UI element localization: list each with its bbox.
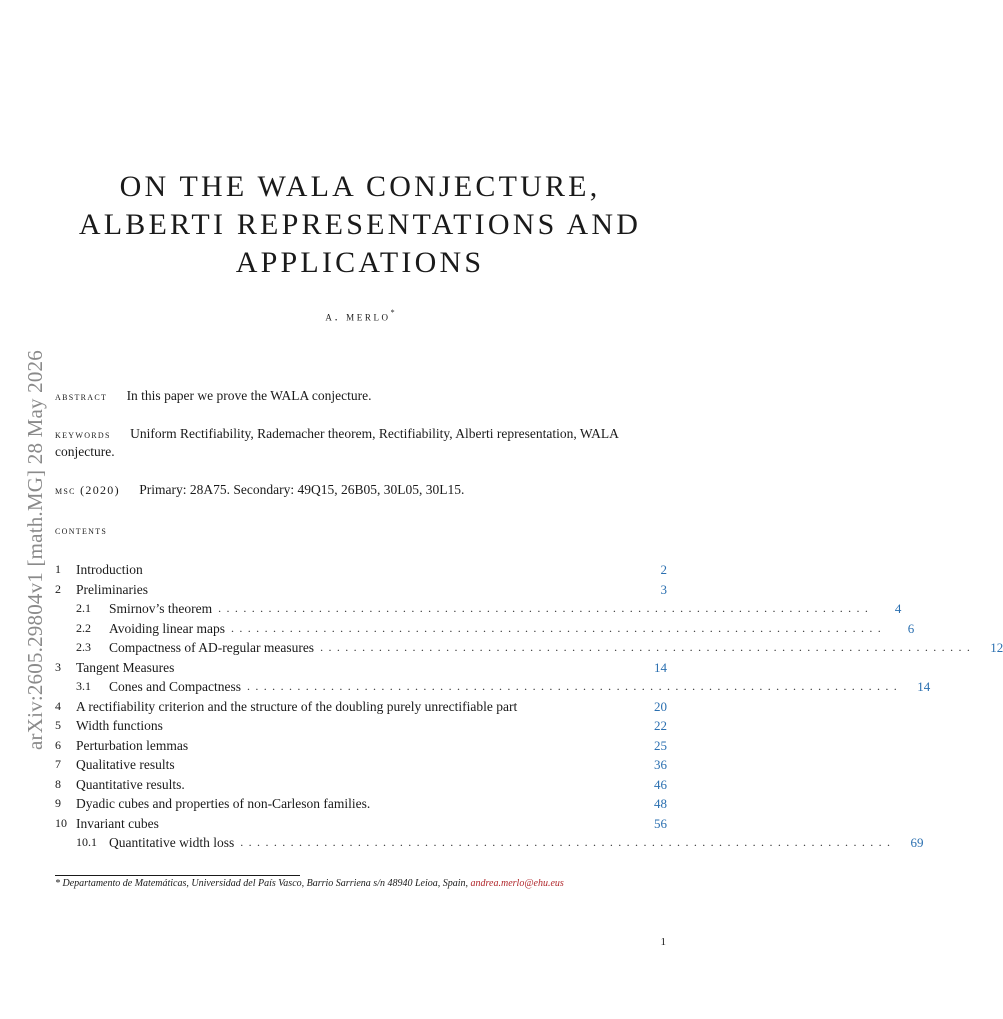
toc-page-link[interactable]: 14 xyxy=(917,679,931,694)
toc-page-link[interactable]: 46 xyxy=(654,776,667,792)
author-footnote-marker[interactable]: * xyxy=(390,308,395,317)
toc-entry-tangent-measures[interactable] xyxy=(55,658,667,678)
msc-text: Primary: 28A75. Secondary: 49Q15, 26B05, 30L05, 30L15. xyxy=(139,482,465,497)
toc-page-link[interactable]: 12 xyxy=(990,640,1003,655)
author-name: a. merlo xyxy=(325,308,391,324)
toc-page-link[interactable]: 56 xyxy=(654,815,667,831)
toc-number: 8 xyxy=(55,776,61,791)
toc-entry-compactness-ad-regular[interactable] xyxy=(55,638,1003,658)
toc-number: 2.1 xyxy=(76,601,91,615)
footnote-rule xyxy=(55,875,300,876)
msc-label: msc (2020) xyxy=(55,483,120,497)
toc-number: 2.2 xyxy=(76,620,91,635)
toc-number: 2.3 xyxy=(76,640,91,654)
abstract-text: In this paper we prove the WALA conjecture. xyxy=(126,388,372,403)
toc-entry-width-functions[interactable] xyxy=(55,716,667,736)
toc-number: 4 xyxy=(55,698,61,713)
toc-title: Dyadic cubes and properties of non-Carleson families. xyxy=(76,796,371,811)
toc-title: Tangent Measures xyxy=(76,659,175,675)
contents-label: contents xyxy=(55,523,108,537)
toc-page-link[interactable]: 6 xyxy=(907,620,915,636)
toc-page-link[interactable]: 20 xyxy=(654,698,667,714)
arxiv-stamp: arXiv:2605.29804v1 [math.MG] 28 May 2026 xyxy=(23,350,47,750)
toc-page-link[interactable]: 48 xyxy=(654,796,667,811)
toc-leader: .............................................................................. xyxy=(246,679,903,693)
toc-title: Width functions xyxy=(76,718,163,733)
keywords-text: Uniform Rectifiability, Rademacher theorem, Rectifiability, Alberti representation, WALA conjecture. xyxy=(55,426,619,459)
toc-entry-perturbation-lemmas[interactable] xyxy=(55,736,667,756)
paper-title xyxy=(40,168,680,282)
toc-page-link[interactable]: 14 xyxy=(654,659,667,675)
toc-entry-quantitative-results[interactable] xyxy=(55,775,667,795)
toc-leader: .............................................................................. xyxy=(320,640,976,654)
toc-number: 6 xyxy=(55,737,61,752)
footnote xyxy=(55,878,675,889)
footnote-affiliation: Departamento de Matemáticas, Universidad del País Vasco, Barrio Sarriena s/n 48940 Leioa, Spain, xyxy=(62,878,469,889)
toc-number: 2 xyxy=(55,581,61,596)
abstract-label: abstract xyxy=(55,389,108,403)
toc-title: Smirnov’s theorem xyxy=(109,601,213,616)
toc-title: Avoiding linear maps xyxy=(109,620,225,636)
title-line-2: ALBERTI REPRESENTATIONS AND xyxy=(78,208,642,241)
toc-entry-quantitative-width-loss[interactable] xyxy=(55,833,924,853)
toc-title: Compactness of AD-regular measures xyxy=(109,640,315,655)
toc-entry-dyadic-cubes[interactable] xyxy=(55,794,667,814)
toc-number: 9 xyxy=(55,796,61,810)
keywords xyxy=(55,425,667,461)
toc-title: Cones and Compactness xyxy=(109,679,241,694)
toc-page-link[interactable]: 36 xyxy=(654,757,667,772)
toc-leader: .............................................................................. xyxy=(240,835,896,849)
author xyxy=(40,308,680,324)
toc-entry-preliminaries[interactable] xyxy=(55,580,667,600)
toc-title: A rectifiability criterion and the structure of the doubling purely unrectifiable part xyxy=(76,698,518,714)
toc-number: 3 xyxy=(55,659,61,674)
toc-leader: .............................................................................. xyxy=(230,620,887,635)
toc-page-link[interactable]: 4 xyxy=(894,601,902,616)
title-line-3: APPLICATIONS xyxy=(235,246,485,279)
footnote-marker: * xyxy=(55,878,60,889)
toc-number: 5 xyxy=(55,718,61,732)
msc-classification xyxy=(55,481,667,499)
toc-title: Qualitative results xyxy=(76,757,175,772)
toc-page-link[interactable]: 2 xyxy=(660,562,667,577)
contents-heading xyxy=(55,521,667,539)
toc-number: 10 xyxy=(55,815,67,830)
toc-number: 10.1 xyxy=(76,835,97,849)
toc-entry-smirnov[interactable] xyxy=(55,599,902,619)
toc-page-link[interactable]: 22 xyxy=(654,718,667,733)
toc-entry-rectifiability-criterion[interactable] xyxy=(55,697,667,717)
abstract xyxy=(55,387,667,405)
toc-number: 3.1 xyxy=(76,679,91,693)
toc-title: Invariant cubes xyxy=(76,815,159,831)
toc-entry-introduction[interactable] xyxy=(55,560,667,580)
toc-entry-invariant-cubes[interactable] xyxy=(55,814,667,834)
page-number: 1 xyxy=(660,936,666,948)
toc-page-link[interactable]: 25 xyxy=(654,737,667,753)
toc-title: Quantitative width loss xyxy=(109,835,235,850)
author-email-link[interactable]: andrea.merlo@ehu.eus xyxy=(470,878,564,889)
toc-title: Perturbation lemmas xyxy=(76,737,189,753)
toc-title: Introduction xyxy=(76,562,143,577)
toc-number: 1 xyxy=(55,562,61,576)
toc-page-link[interactable]: 69 xyxy=(910,835,924,850)
title-line-1: ON THE WALA CONJECTURE, xyxy=(119,170,601,203)
toc-entry-cones-compactness[interactable] xyxy=(55,677,931,697)
toc-number: 7 xyxy=(55,757,61,771)
keywords-label: keywords xyxy=(55,427,111,441)
toc-entry-qualitative-results[interactable] xyxy=(55,755,667,775)
toc-title: Preliminaries xyxy=(76,581,148,597)
toc-leader: .............................................................................. xyxy=(218,601,874,615)
table-of-contents xyxy=(55,560,1003,853)
toc-entry-avoiding-linear-maps[interactable] xyxy=(55,619,915,639)
toc-title: Quantitative results. xyxy=(76,776,185,792)
toc-page-link[interactable]: 3 xyxy=(660,581,667,597)
